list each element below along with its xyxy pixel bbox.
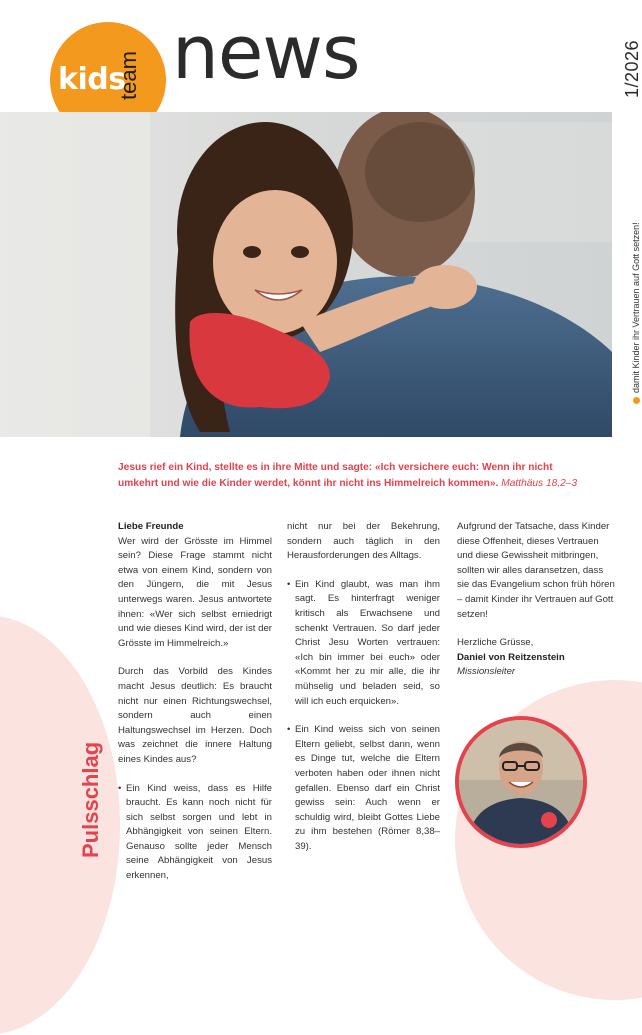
bullet-item: • Ein Kind weiss, dass es Hilfe braucht. Es kann noch nicht für sich selbst sorgen und lebt in Abhängigkeit von seinen Eltern. Genauso sollte jeder Mensch seine Abhängigkeit von Jesus erkennen, [118,782,272,884]
quote-reference: Matthäus 18,2–3 [501,477,578,489]
author-portrait-illustration [459,720,583,844]
closing: Herzliche Grüsse, [457,637,534,649]
paragraph: Durch das Vorbild des Kindes macht Jesus deutlich: Es braucht nicht nur einen Richtungswechsel, sondern auch einen Haltungswechsel im Herzen. Doch was zeichnet die innere Haltung eines Kindes aus? [118,666,272,765]
paragraph: Wer wird der Grösste im Himmel sein? Diese Frage stammt nicht etwa von einem Kind, sondern von den Jüngern, die mit Jesus unterwegs waren. Jesus antwortete ihnen: «Wer sich selbst erniedrigt und wie dieses Kind wird, der ist der Grösste im Himmelreich.» [118,535,272,649]
section-label: Pulsschlag [78,741,103,858]
author-portrait [455,716,587,848]
article-column-2 [287,520,440,868]
masthead-title: news [172,10,360,96]
hero-photo [0,112,612,437]
article-column-1 [118,520,272,898]
paragraph: Aufgrund der Tatsache, dass Kinder diese Offenheit, dieses Vertrauen und diese Gewissheit mitbringen, sollten wir alles daransetzen, dass sie das Evangelium schon früh hören – damit Kinder ihr Vertrauen auf Gott setzen! [457,521,615,620]
orange-dot-icon [633,397,640,404]
side-tagline [631,222,641,404]
side-tagline-text: damit Kinder ihr Vertrauen auf Gott setzen! [631,222,641,393]
issue-number: 1/2026 [622,39,642,98]
quote-text: Jesus rief ein Kind, stellte es in ihre Mitte und sagte: «Ich versichere euch: Wenn ihr nicht umkehrt und wie die Kinder werdet, könnt ihr nicht ins Himmelreich kommen». [118,462,553,489]
greeting: Liebe Freunde [118,521,184,532]
bullet-item: • Ein Kind weiss sich von seinen Eltern geliebt, selbst dann, wenn es Dinge tut, welche die Eltern verboten haben oder ihnen nicht gefallen. Ebenso darf ein Christ gewiss sein: Auch wenn er schuldig wird, bleibt Gottes Liebe zu ihm bestehen (Römer 8,38–39). [287,723,440,854]
logo-team-text: team [116,51,141,100]
author-role: Missionsleiter [457,666,516,678]
bullet-item: • Ein Kind glaubt, was man ihm sagt. Es hinterfragt weniger kritisch als Erwachsene und schenkt Vertrauen. So darf jeder Christ Jesu Worten vertrauen: «Ich bin immer bei euch» oder «Kommt her zu mir alle, die ihr mühselig und beladen seid, so will ich euch erquicken». [287,578,440,709]
author-name: Daniel von Reitzenstein [457,651,565,663]
logo-kids-text: kids [58,62,126,97]
article-column-3 [457,520,617,680]
paragraph: nicht nur bei der Bekehrung, sondern auch täglich in den Herausforderungen des Alltags. [287,521,440,562]
hero-photo-illustration [0,112,612,437]
bible-quote [118,460,593,491]
